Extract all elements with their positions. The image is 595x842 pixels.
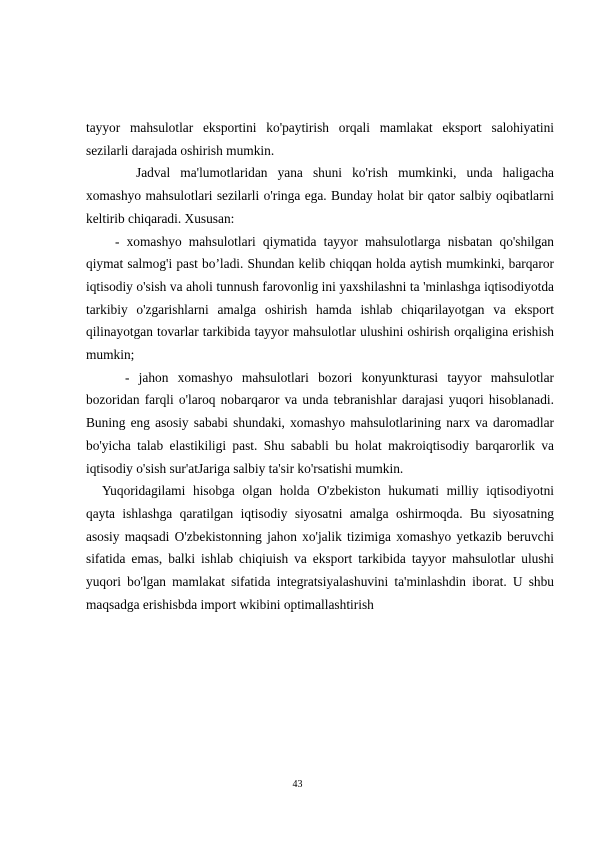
page-number: 43 [292,779,303,790]
paragraph-government-policy: Yuqoridagilami hisobga olgan holda O'zbekiston hukumati milliy iqtisodiyotni qayta ishlashga qaratilgan iqtisodiy siyosatni amalga oshirmoqda. Bu siyosatning asosiy maqsadi O'zbekistonning jahon xo'jalik tizimiga xomashyo yetkazib beruvchi sifatida emas, balki ishlab chiqiuish va eksport tarkibida tayyor mahsulotlar ulushi yuqori bo'lgan mamlakat sifatida integratsiyalashuvini ta'minlashdin iborat. U shbu maqsadga erishisbda import wkibini optimallashtirish [86,483,554,612]
paragraph-raw-materials-share: Jadval ma'lumotlaridan yana shuni ko'rish mumkinki, unda haligacha xomashyo mahsulotlari sezilarli o'ringa ega. Bunday holat bir qator salbiy oqibatlarni keltirib chiqaradi. Xususan: [86,165,554,226]
paragraph-export-potential: tayyor mahsulotlar eksportini ko'paytirish orqali mamlakat eksport salohiyatini sezilarli darajada oshirish mumkin. [86,120,554,158]
paragraph-market-volatility: - jahon xomashyo mahsulotlari bozori konyunkturasi tayyor mahsulotlar bozoridan farqli o'laroq nobarqaror va unda tebranishlar darajasi yuqori hisoblanadi. Buning eng asosiy sababi shundaki, xomashyo mahsulotlarining narx va daromadlar bo'yicha talab elastikiligi past. Shu sababli bu holat makroiqtisodiy barqarorlik va iqtisodiy o'sish sur'atJariga salbiy ta'sir ko'rsatishi mumkin. [86,369,554,476]
paragraph-added-value: - xomashyo mahsulotlari qiymatida tayyor mahsulotlarga nisbatan qo'shilgan qiymat salmog'i past bo’ladi. Shundan kelib chiqqan holda aytish mumkinki, barqaror iqtisodiy o'sish va aholi tunnush farovonlig ini yaxshilashni ta 'minlashga iqtisodiyotda tarkibiy o'zgarishlarni amalga oshirish hamda ishlab chiqarilayotgan va eksport qilinayotgan tovarlar tarkibida tayyor mahsulotlar ulushini oshirish orqaligina erishish mumkin; [86,233,554,363]
body-text [86,117,554,616]
